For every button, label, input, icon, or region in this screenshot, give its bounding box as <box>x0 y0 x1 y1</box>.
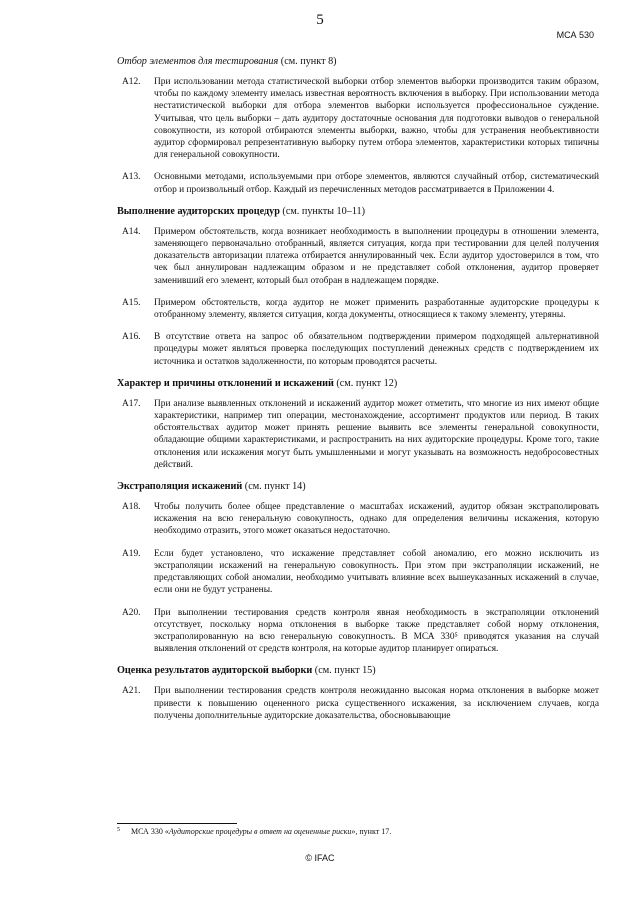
paragraph <box>117 76 599 161</box>
paragraph-number: A15. <box>122 297 141 308</box>
paragraph-number: A18. <box>122 502 141 513</box>
section-heading-italic: Отбор элементов для тестирования <box>117 56 279 67</box>
section-heading-reference: (см. пункт 8) <box>278 56 337 67</box>
footnote-divider <box>117 823 237 824</box>
section-heading <box>117 665 599 677</box>
page-number: 5 <box>316 12 324 28</box>
paragraph <box>117 297 599 321</box>
paragraph <box>117 171 599 195</box>
section-heading-bold: Характер и причины отклонений и искажений <box>117 377 334 389</box>
section-heading <box>117 206 599 218</box>
paragraph <box>117 607 599 656</box>
paragraph-text: Если будет установлено, что искажение представляет собой аномалию, его можно исключить из экстраполяции искажений на генеральную совокупность. При этом при экстраполяции искажений, не представляющих собой аномалии, необходимо учитывать влияние всех вышеуказанных искажений в случае, если они не будут устранены. <box>154 548 599 596</box>
paragraph-number: A14. <box>122 226 141 237</box>
paragraph-text: Чтобы получить более общее представление о масштабах искажений, аудитор обязан экстраполировать искажения на всю генеральную совокупность, однако для определения величины искажения, которую необходимо отразить, этого может оказаться недостаточно. <box>154 502 599 537</box>
section-heading <box>117 56 599 68</box>
section-heading-bold: Оценка результатов аудиторской выборки <box>117 665 313 677</box>
footnote-number: 5 <box>117 827 120 833</box>
paragraph-text: При анализе выявленных отклонений и искажений аудитор может отметить, что многие из них имеют общие характеристики, например тип операции, местонахождение, ассортимент продуктов или период. В таких обстоятельствах аудитор может принять решение выявить все элементы генеральной совокупности, обладающие общими характеристиками, и распространить на них аудиторские процедуры. Кроме того, такие отклонения или искажения могут быть умышленными и могут указывать на возможность недобросовестных действий. <box>154 398 599 470</box>
paragraph-number: A12. <box>122 77 141 87</box>
section-heading-reference: (см. пункт 15) <box>312 665 376 677</box>
paragraph <box>117 548 599 597</box>
copyright-footer: © IFAC <box>305 853 335 863</box>
section-heading-reference: (см. пункт 14) <box>242 481 306 493</box>
document-code: МСА 530 <box>556 30 594 40</box>
section-heading-bold: Экстраполяция искажений <box>117 481 243 493</box>
paragraph-text: Примером обстоятельств, когда возникает необходимость в выполнении процедуры в отношении элемента, заменяющего первоначально отобранный, является ситуация, когда при тестировании для целей получения доказательств авторизации платежа отбирается аннулированный чек. Если аудитор удостоверился в том, что чек был аннулирован надлежащим образом и не представляет собой отклонения, аудитор проверяет заменивший его элемент, который был отобран в надлежащем порядке. <box>154 226 599 286</box>
paragraph <box>117 685 599 722</box>
section-heading <box>117 378 599 390</box>
paragraph-text: При выполнении тестирования средств контроля неожиданно высокая норма отклонения в выборке может привести к повышению оцененного риска существенного искажения, за исключением случаев, когда получены дополнительные аудиторские доказательства, обосновывающие <box>154 686 599 721</box>
paragraph <box>117 501 599 538</box>
paragraph-number: A20. <box>122 607 141 618</box>
paragraph-number: A21. <box>122 686 141 697</box>
paragraph <box>117 226 599 287</box>
paragraph-text: При выполнении тестирования средств контроля явная необходимость в экстраполяции отклонений отсутствует, поскольку норма отклонения в выборке также представляет собой норму отклонения, экстраполированную на всю генеральную совокупность. В МСА 330⁵ приводятся указания на случай выявления отклонений от средств контроля, на которые аудитор планирует опираться. <box>154 607 599 655</box>
paragraph <box>117 398 599 471</box>
paragraph-number: A13. <box>122 172 141 183</box>
footnote-prefix: МСА 330 « <box>131 827 169 836</box>
document-body <box>117 56 599 732</box>
footnote <box>117 827 391 836</box>
paragraph-text: Основными методами, используемыми при отборе элементов, являются случайный отбор, систематический отбор и произвольный отбор. Каждый из перечисленных методов рассматривается в Приложении 4. <box>154 172 599 195</box>
paragraph-text: При использовании метода статистической выборки отбор элементов выборки производится таким образом, чтобы по каждому элементу имелась известная вероятность включения в выборку. При использовании метода нестатистической выборки для отбора элементов выборки используется профессиональное суждение. Учитывая, что цель выборки – дать аудитору достаточные основания для подготовки выводов о генеральной совокупности, из которой отбираются элементы выборки, важно, чтобы для устранения необъективности аудитор сформировал репрезентативную выборку путем отбора элементов, характеристики которых типичны для генеральной совокупности. <box>154 77 599 161</box>
section-heading-bold: Выполнение аудиторских процедур <box>117 205 280 217</box>
section-heading <box>117 481 599 493</box>
footnote-title: Аудиторские процедуры в ответ на оцененные риски <box>168 827 352 836</box>
paragraph-text: Примером обстоятельств, когда аудитор не может применить разработанные аудиторские процедуры к отобранному элементу, является ситуация, когда документы, относящиеся к такому элементу, утеряны. <box>154 297 599 321</box>
section-heading-reference: (см. пункт 12) <box>333 377 398 389</box>
paragraph-number: A17. <box>122 398 141 409</box>
section-heading-reference: (см. пункты 10–11) <box>279 205 366 217</box>
paragraph-number: A16. <box>122 332 141 343</box>
footnote-text <box>131 827 391 836</box>
paragraph <box>117 331 599 368</box>
paragraph-number: A19. <box>122 548 141 559</box>
paragraph-text: В отсутствие ответа на запрос об обязательном подтверждении примером подходящей альтернативной процедуры может являться проверка последующих поступлений денежных средств с подтверждением их источника и остатков задолженности, по которым проводятся расчеты. <box>154 332 599 367</box>
footnote-suffix: », пункт 17. <box>351 827 392 836</box>
